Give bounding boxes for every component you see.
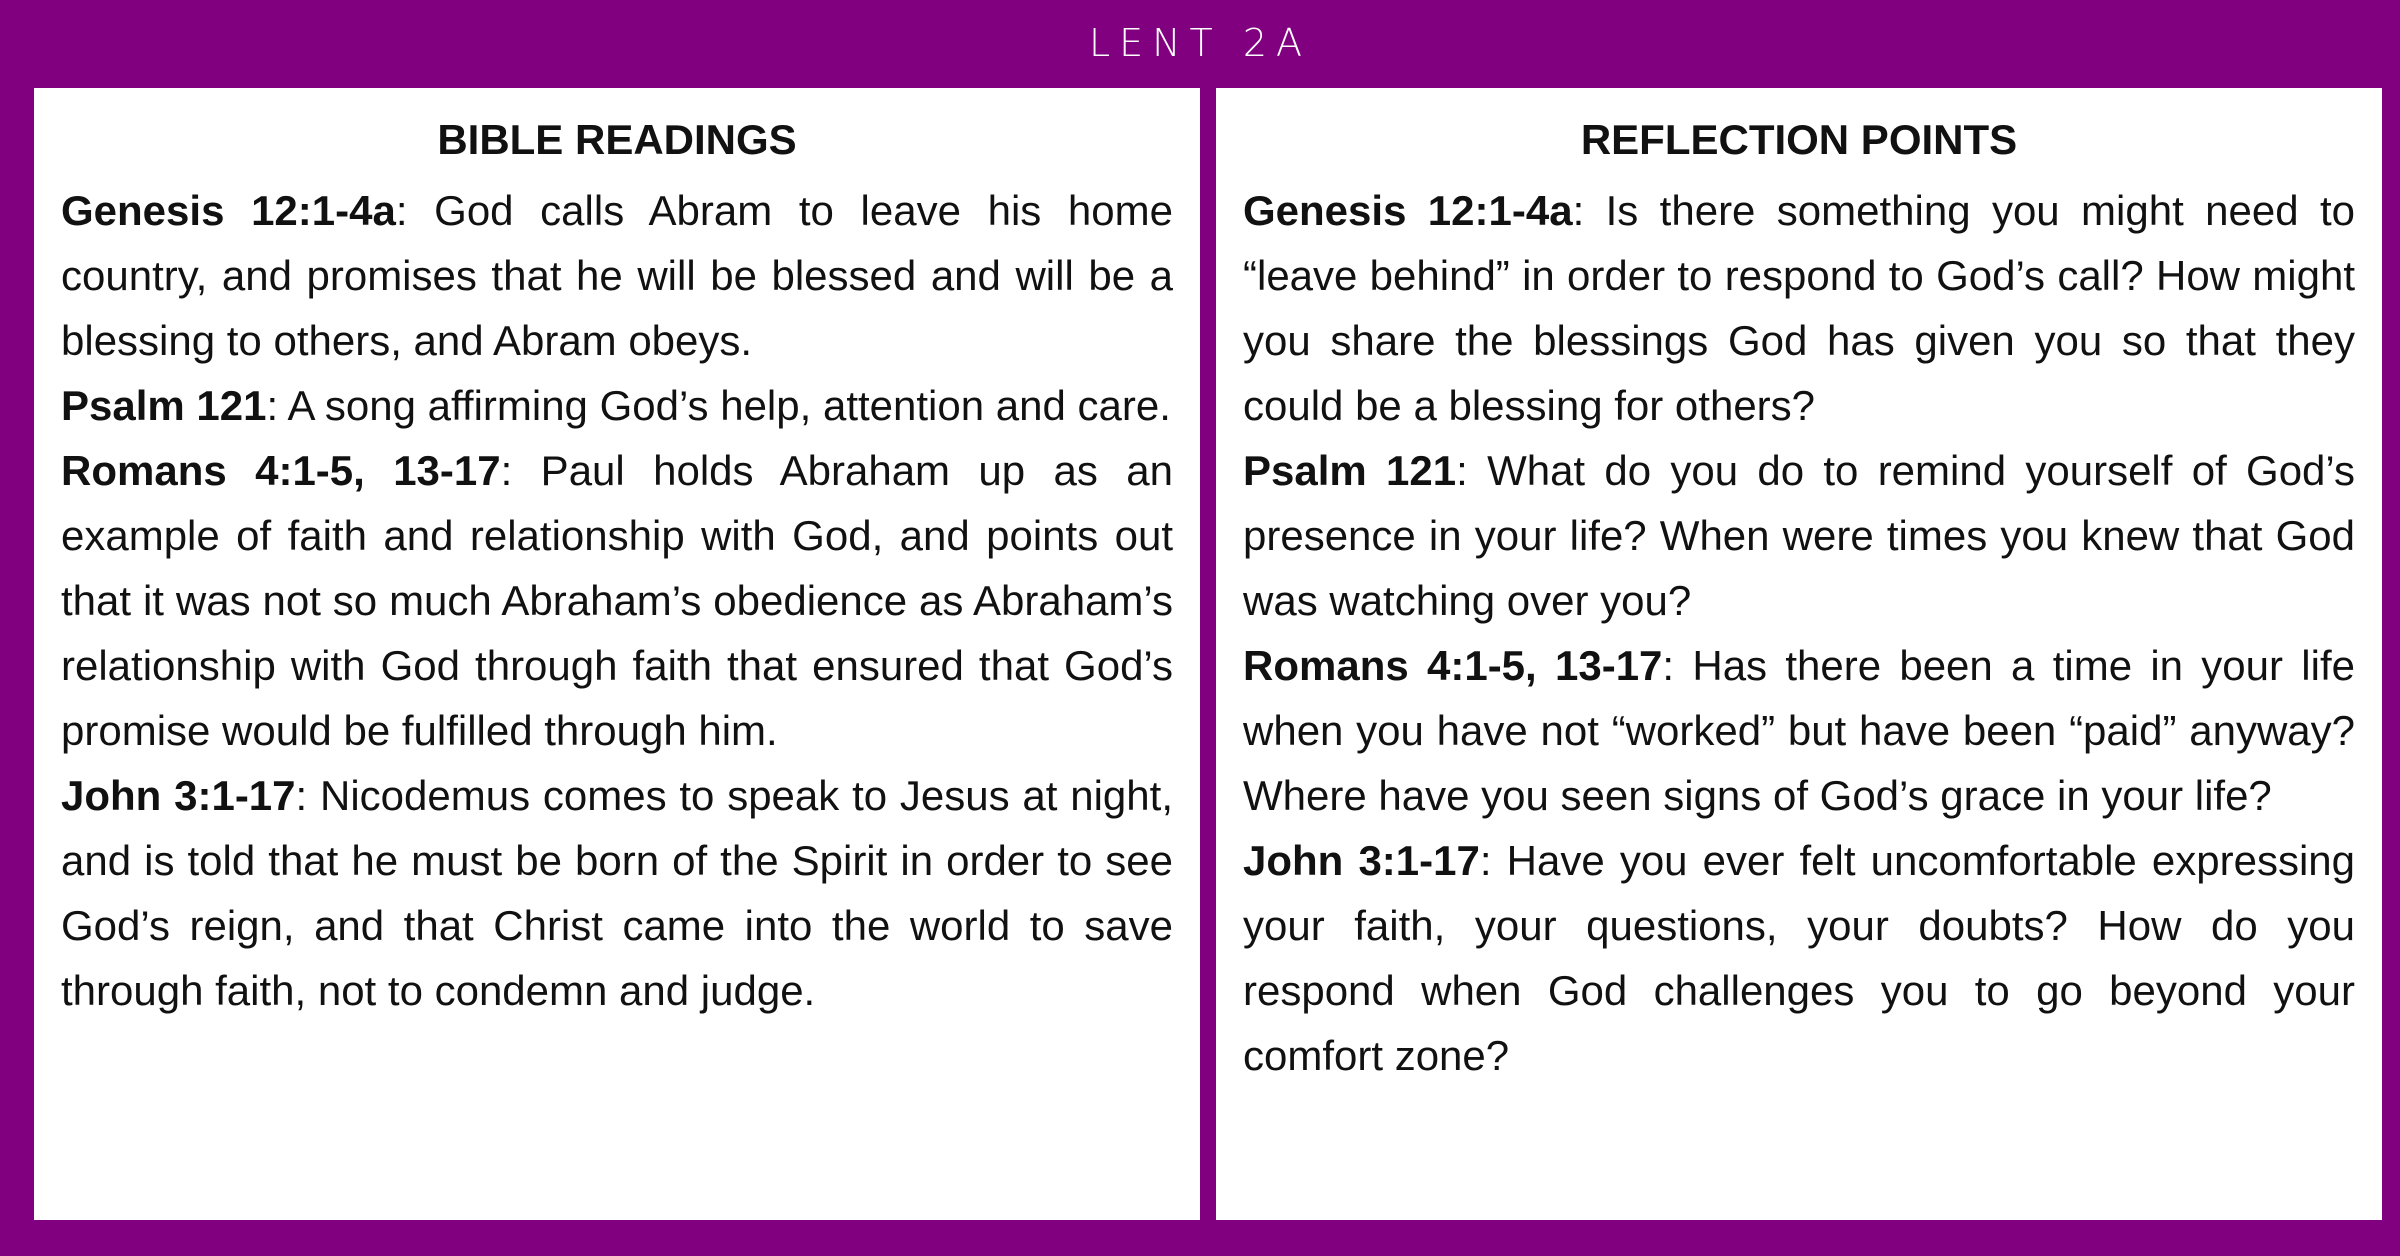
reflection-points-heading: REFLECTION POINTS — [1580, 116, 2018, 163]
reading-entry-genesis — [61, 178, 1173, 373]
reflection-reference: Romans 4:1-5, 13-17 — [1243, 642, 1663, 689]
reflection-entry-romans — [1243, 633, 2355, 828]
page-title: LENT 2A — [1088, 21, 1312, 65]
reading-entry-romans — [61, 438, 1173, 763]
reflection-entry-psalm — [1243, 438, 2355, 633]
reading-text: : A song affirming God’s help, attention and care. — [266, 382, 1171, 429]
reading-reference: John 3:1-17 — [61, 772, 296, 819]
reflection-points-panel — [1216, 88, 2382, 1220]
reflection-reference: Genesis 12:1-4a — [1243, 187, 1573, 234]
reading-text: : God calls Abram to leave his home country, and promises that he will be blessed and will be a blessing to others, and Abram obeys. — [61, 187, 1173, 364]
reflection-reference: John 3:1-17 — [1243, 837, 1480, 884]
bible-readings-panel — [34, 88, 1200, 1220]
reflection-text: : What do you do to remind yourself of God’s presence in your life? When were times you knew that God was watching over you? — [1243, 447, 2355, 624]
reflection-entry-genesis — [1243, 178, 2355, 438]
reflection-entry-john — [1243, 828, 2355, 1088]
reading-entry-psalm — [61, 373, 1173, 438]
reading-entry-john — [61, 763, 1173, 1023]
reflection-text: : Have you ever felt uncomfortable expressing your faith, your questions, your doubts? How do you respond when God challenges you to go beyond your comfort zone? — [1243, 837, 2356, 1079]
reading-reference: Romans 4:1-5, 13-17 — [61, 447, 501, 494]
reading-text: : Nicodemus comes to speak to Jesus at night, and is told that he must be born of the Spirit in order to see God’s reign, and that Christ came into the world to save through faith, not to condemn and judge. — [61, 772, 1173, 1014]
reading-reference: Genesis 12:1-4a — [61, 187, 396, 234]
reading-text: : Paul holds Abraham up as an example of faith and relationship with God, and points out that it was not so much Abraham’s obedience as Abraham’s relationship with God through faith that ensured that God’s promise would be fulfilled through him. — [61, 447, 1173, 754]
reflection-text: : Is there something you might need to “leave behind” in order to respond to God’s call? How might you share the blessings God has given you so that they could be a blessing for others? — [1243, 187, 2355, 429]
reflection-reference: Psalm 121 — [1243, 447, 1457, 494]
reflection-text: : Has there been a time in your life when you have not “worked” but have been “paid” anyway? Where have you seen signs of God’s grace in your life? — [1243, 642, 2355, 819]
reading-reference: Psalm 121 — [61, 382, 267, 429]
bible-readings-heading: BIBLE READINGS — [437, 116, 797, 163]
